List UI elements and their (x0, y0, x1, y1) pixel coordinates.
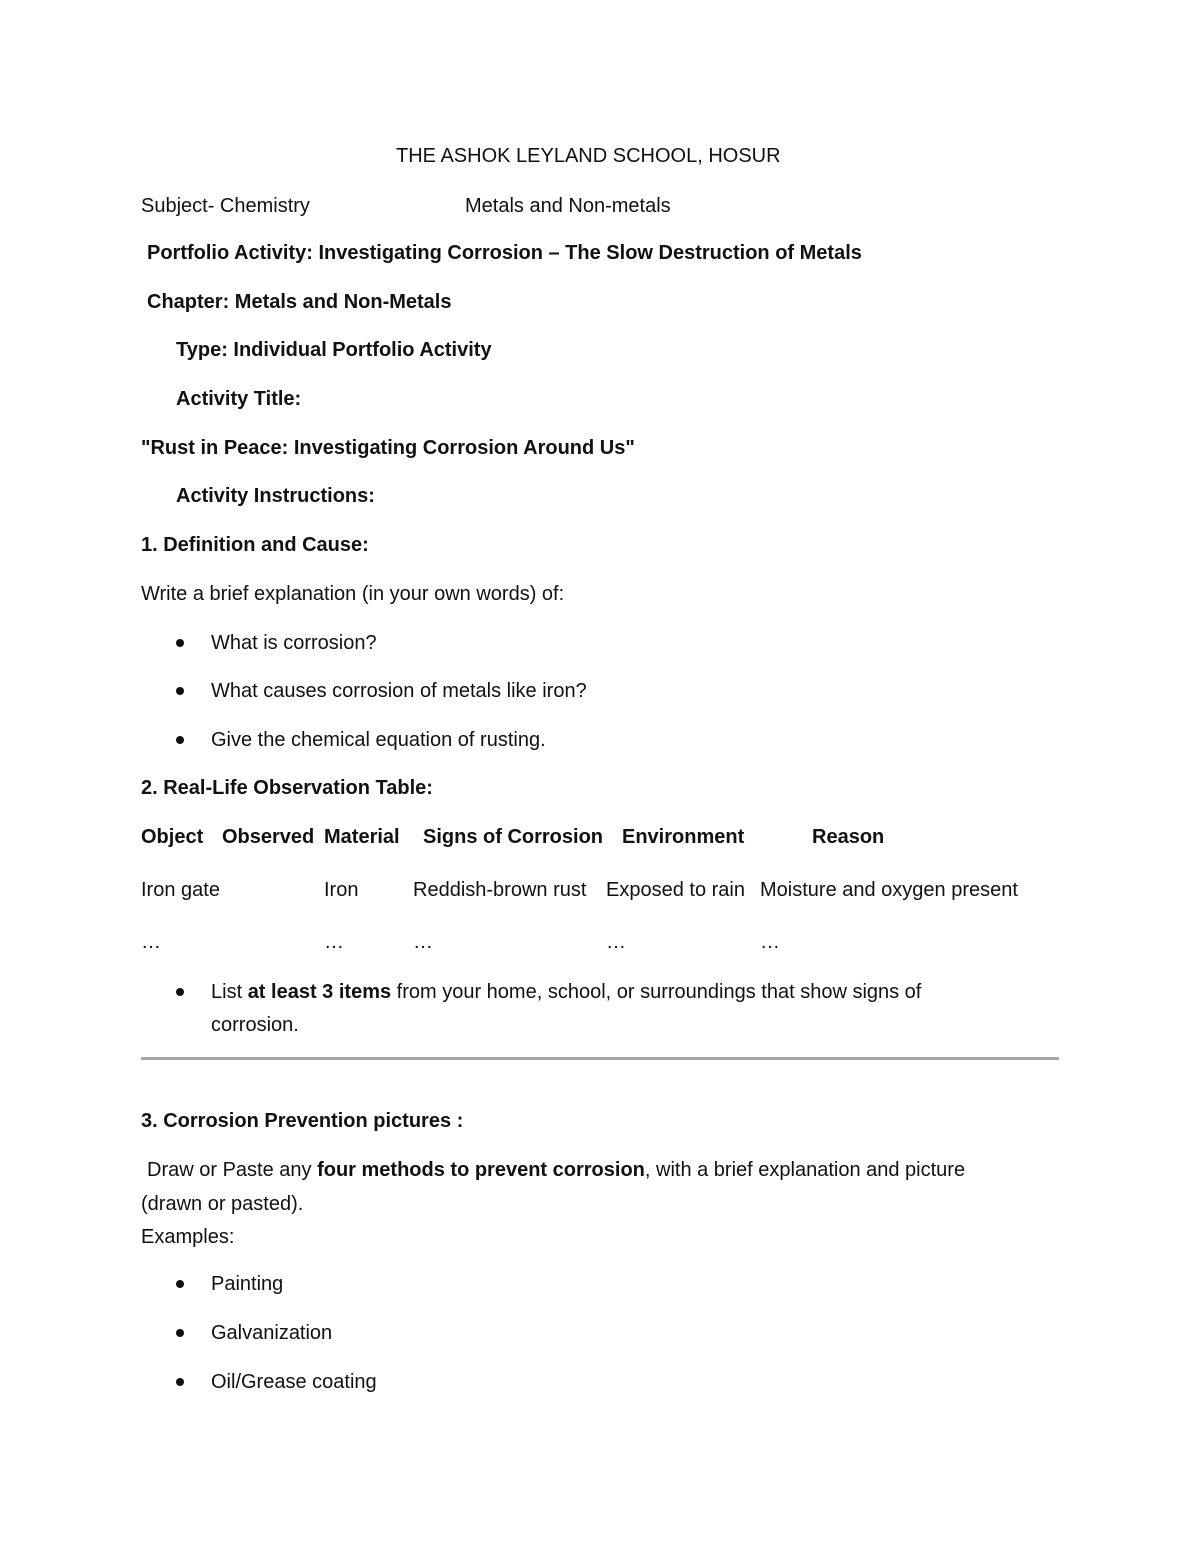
section1-intro: Write a brief explanation (in your own words) of: (141, 583, 565, 605)
table-header-reason: Reason (812, 826, 885, 848)
section2-heading: 2. Real-Life Observation Table: (141, 777, 433, 799)
table-cell-object: Iron gate (141, 879, 220, 901)
list-item: What causes corrosion of metals like iron? (211, 680, 587, 702)
instruction-text: , with a brief explanation and picture (644, 1159, 966, 1181)
bullet-icon (176, 1329, 184, 1337)
table-cell-signs: … (413, 931, 433, 953)
bullet-icon (176, 988, 184, 996)
list-item-text: from your home, school, or surroundings that show signs of (391, 981, 922, 1003)
list-item-continuation: corrosion. (211, 1014, 299, 1036)
list-item (211, 979, 921, 1005)
list-item: Galvanization (211, 1322, 333, 1344)
table-header-environment: Environment (622, 826, 745, 848)
list-item-text: List (211, 981, 248, 1003)
table-cell-environment: Exposed to rain (606, 879, 745, 901)
list-item: Give the chemical equation of rusting. (211, 729, 546, 751)
table-header-signs: Signs of Corrosion (423, 826, 603, 848)
instruction-emphasis: four methods to prevent corrosion (317, 1159, 645, 1181)
bullet-icon (176, 687, 184, 695)
table-header-observed: Observed (222, 826, 315, 848)
bullet-icon (176, 1280, 184, 1288)
instructions-label: Activity Instructions: (176, 485, 375, 507)
section1-heading: 1. Definition and Cause: (141, 534, 369, 556)
instruction-text: Draw or Paste any (147, 1159, 318, 1181)
list-item: Painting (211, 1273, 284, 1295)
bullet-icon (176, 1378, 184, 1386)
table-cell-object: … (141, 931, 161, 953)
activity-title-label: Activity Title: (176, 388, 302, 410)
topic-label: Metals and Non-metals (465, 195, 671, 217)
table-header-object: Object (141, 826, 204, 848)
section3-instruction (147, 1157, 965, 1183)
table-cell-material: … (324, 931, 344, 953)
table-cell-reason: Moisture and oxygen present (760, 879, 1018, 901)
portfolio-title: Portfolio Activity: Investigating Corrosion – The Slow Destruction of Metals (147, 242, 862, 264)
section3-heading: 3. Corrosion Prevention pictures : (141, 1110, 464, 1132)
section3-instruction-continuation: (drawn or pasted). (141, 1193, 304, 1215)
chapter-label: Chapter: Metals and Non-Metals (147, 291, 452, 313)
list-item: Oil/Grease coating (211, 1371, 377, 1393)
bullet-icon (176, 736, 184, 744)
table-cell-signs: Reddish-brown rust (413, 879, 587, 901)
table-cell-environment: … (606, 931, 626, 953)
school-name: THE ASHOK LEYLAND SCHOOL, HOSUR (396, 145, 781, 167)
table-header-material: Material (324, 826, 400, 848)
table-cell-reason: … (760, 931, 780, 953)
horizontal-divider (141, 1057, 1059, 1060)
examples-label: Examples: (141, 1226, 235, 1248)
table-cell-material: Iron (324, 879, 359, 901)
list-item-emphasis: at least 3 items (247, 981, 392, 1003)
activity-title: "Rust in Peace: Investigating Corrosion Around Us" (141, 437, 635, 459)
subject-label: Subject- Chemistry (141, 195, 310, 217)
list-item: What is corrosion? (211, 632, 377, 654)
bullet-icon (176, 639, 184, 647)
activity-type: Type: Individual Portfolio Activity (176, 339, 492, 361)
